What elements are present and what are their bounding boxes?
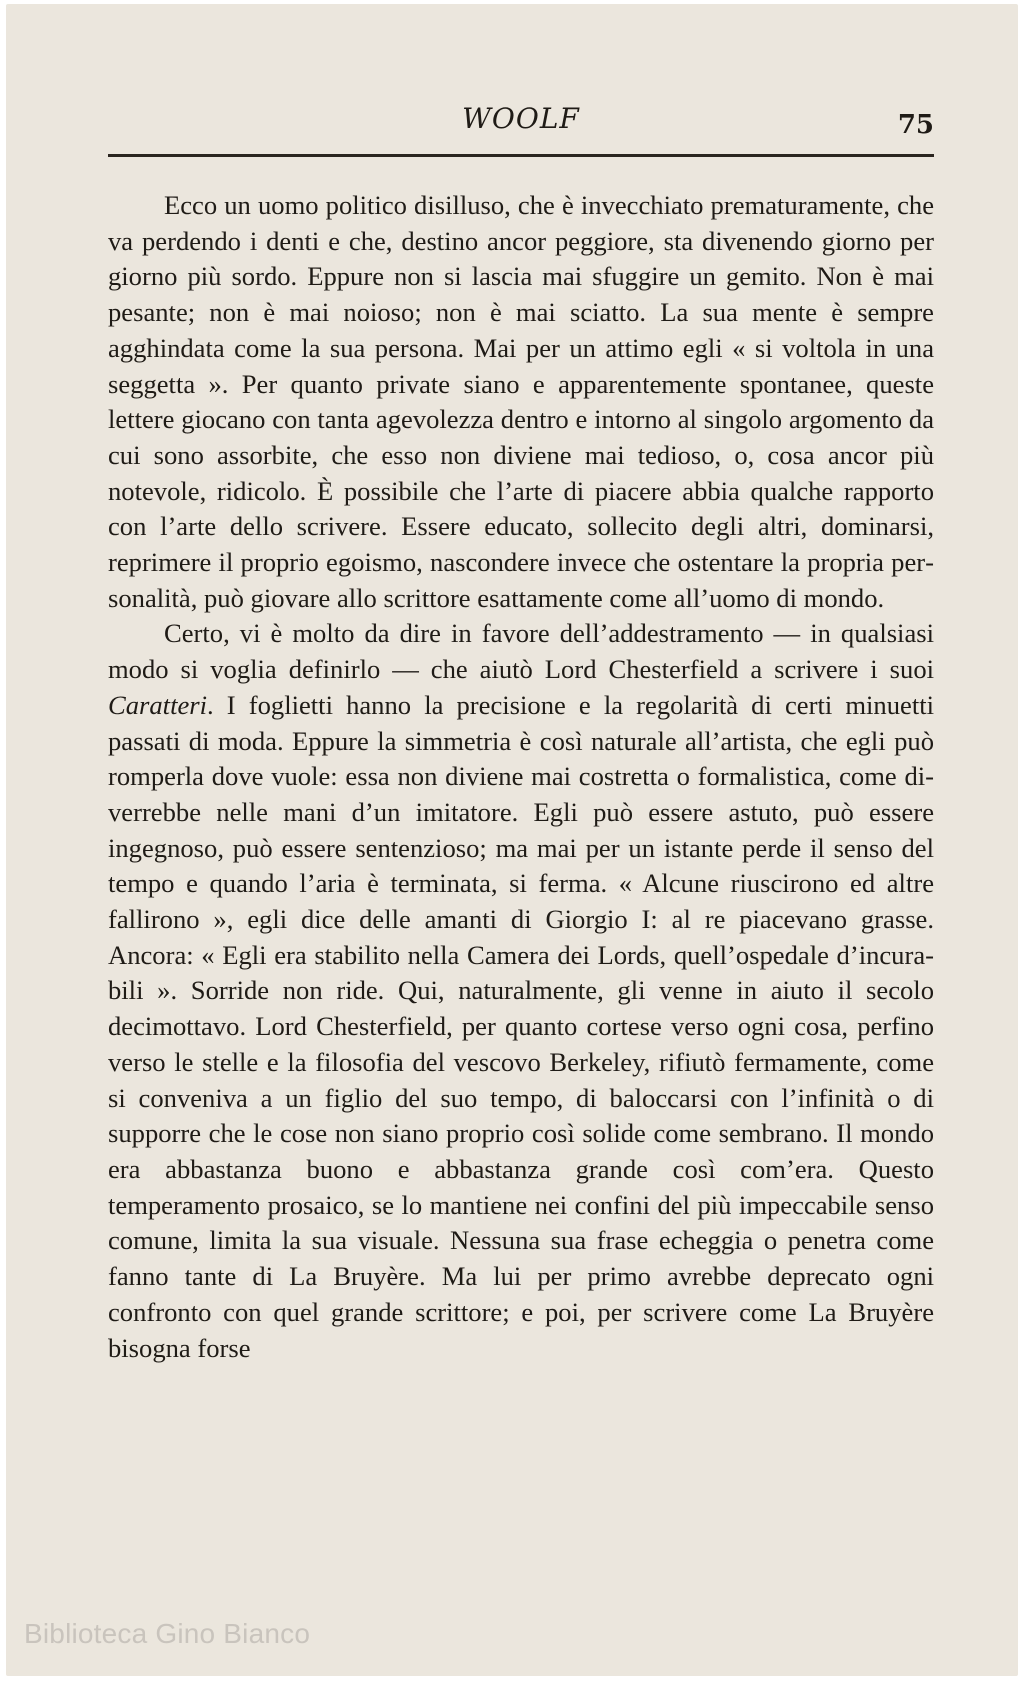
paragraph-2-text-rest: . I foglietti hanno la precisione e la regolarità di certi minuetti passati di moda. Eppure la simmetria è così naturale all’artista, che egli può romperla dove vuole: essa non diviene mai costretta o formalistica, come diverrebbe nelle mani d’un imitatore. Egli può essere astuto, può essere ingegnoso, può essere sentenzioso; ma mai per un istante perde il senso del tempo e quando l’aria è terminata, si ferma. « Alcune riuscirono ed altre fallirono », egli dice delle amanti di Giorgio I: al re piacevano grasse. Ancora: « Egli era stabilito nella Camera dei Lords, quell’ospedale d’incurabili ». Sorride non ride. Qui, naturalmente, gli venne in aiuto il secolo decimottavo. Lord Chesterfield, per quanto cortese verso ogni cosa, perfino verso le stelle e la filosofia del vescovo Berkeley, rifiutò fermamente, come si conveniva a un figlio del suo tempo, di baloccarsi con l’infinità o di supporre che le cose non siano proprio così solide come sembrano. Il mondo era abbastanza buono e abbastanza grande così com’era. Questo temperamento prosaico, se lo mantiene nei confini del più impeccabile senso comune, limita la sua visuale. Nessuna sua frase echeggia o penetra come fanno tante di La Bruyère. Ma lui per primo avrebbe deprecato ogni confronto con quel grande scrittore; e poi, per scrivere come La Bruyère bisogna forse — [108, 689, 934, 1363]
paragraph-1 — [108, 188, 934, 616]
body-text — [108, 188, 934, 1366]
paragraph-2-text-start: Certo, vi è molto da dire in favore dell’addestramento — in qualsiasi modo si voglia definirlo — che aiutò Lord Chesterfield a scrivere i suoi — [108, 618, 934, 685]
header-rule — [108, 154, 934, 157]
book-title-caratteri: Caratteri — [108, 689, 207, 720]
page-number: 75 — [897, 110, 934, 140]
paragraph-1-text: Ecco un uomo politico disilluso, che è invecchiato prematuramente, che va perdendo i denti e che, destino ancor peggiore, sta divenendo giorno per giorno più sordo. Eppure non si lascia mai sfuggire un gemito. Non è mai pesante; non è mai noioso; non è mai sciatto. La sua mente è sempre agghindata come la sua persona. Mai per un attimo egli « si voltola in una seggetta ». Per quanto private siano e apparentemente spontanee, queste lettere giocano con tanta agevolezza dentro e intorno al singolo argomento da cui sono assorbite, che esso non diviene mai tedioso, o, cosa ancor più notevole, ridicolo. È possibile che l’arte di piacere abbia qualche rapporto con l’arte dello scrivere. Essere educato, sollecito degli altri, dominarsi, reprimere il proprio egoismo, nascondere invece che ostentare la propria personalità, può giovare allo scrittore esattamente come all’uomo di mondo. — [108, 190, 934, 613]
page-header — [108, 102, 934, 152]
book-page — [6, 4, 1018, 1676]
library-watermark: Biblioteca Gino Bianco — [24, 1618, 311, 1649]
running-head: WOOLF — [462, 102, 580, 135]
paragraph-2 — [108, 616, 934, 1366]
